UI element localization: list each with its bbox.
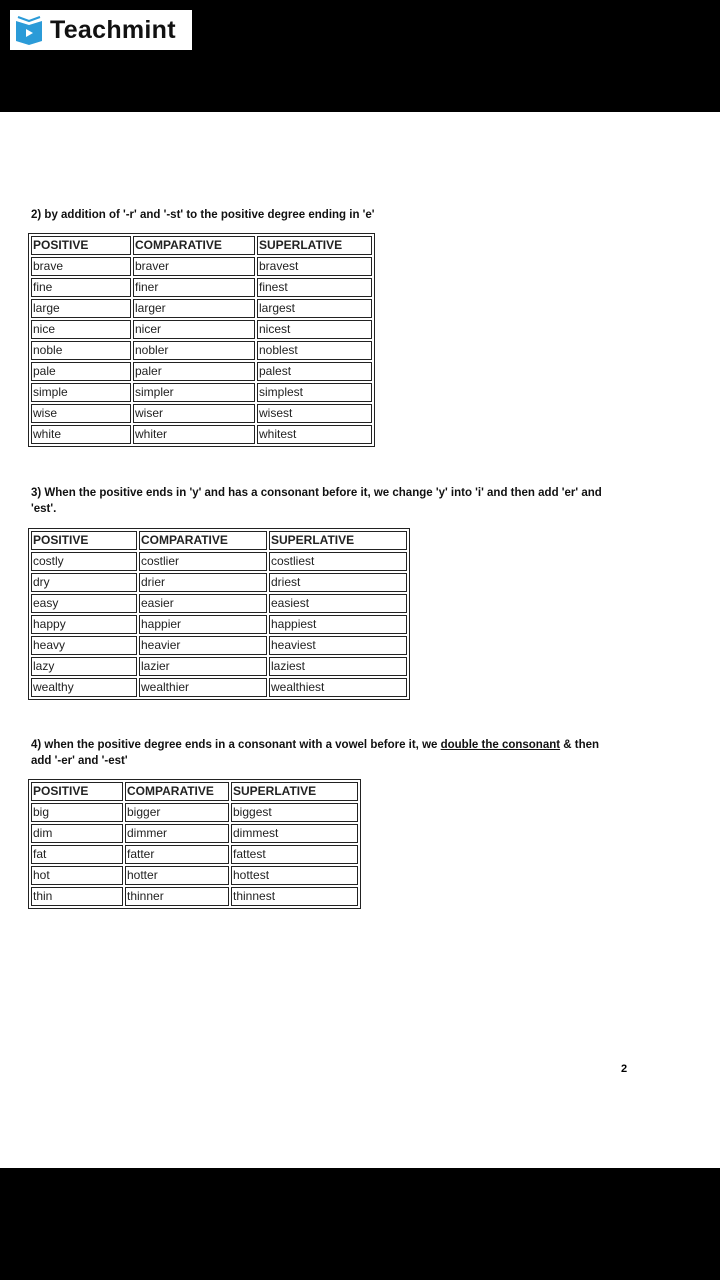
table-row bbox=[31, 383, 372, 402]
heading-underlined-text: double the consonant bbox=[440, 739, 561, 751]
table-cell: nicer bbox=[133, 320, 255, 339]
table-cell: fattest bbox=[231, 845, 358, 864]
table-cell: finer bbox=[133, 278, 255, 297]
table-row bbox=[31, 636, 407, 655]
table-row bbox=[31, 573, 407, 592]
table-cell: happy bbox=[31, 615, 137, 634]
brand-name: Teachmint bbox=[50, 15, 176, 44]
table-cell: hottest bbox=[231, 866, 358, 885]
table-row bbox=[31, 362, 372, 381]
table-header-cell: POSITIVE bbox=[31, 782, 123, 801]
table-cell: wiser bbox=[133, 404, 255, 423]
table-row bbox=[31, 278, 372, 297]
table-cell: wealthier bbox=[139, 678, 267, 697]
table-cell: easier bbox=[139, 594, 267, 613]
table-cell: laziest bbox=[269, 657, 407, 676]
table-header-cell: SUPERLATIVE bbox=[269, 531, 407, 550]
table-cell: wisest bbox=[257, 404, 372, 423]
table-cell: dry bbox=[31, 573, 137, 592]
table-cell: thin bbox=[31, 887, 123, 906]
table-cell: wealthy bbox=[31, 678, 137, 697]
table-cell: nobler bbox=[133, 341, 255, 360]
table-row bbox=[31, 824, 358, 843]
table-cell: big bbox=[31, 803, 123, 822]
table-cell: lazy bbox=[31, 657, 137, 676]
table-header-cell: POSITIVE bbox=[31, 236, 131, 255]
table-cell: costlier bbox=[139, 552, 267, 571]
table-header-cell: COMPARATIVE bbox=[133, 236, 255, 255]
section-2-heading: 2) by addition of '-r' and '-st' to the positive degree ending in 'e' bbox=[31, 209, 375, 221]
table-y-to-i bbox=[28, 528, 410, 700]
heading-text: 4) when the positive degree ends in a consonant with a vowel before it, we bbox=[31, 739, 441, 751]
table-cell: simplest bbox=[257, 383, 372, 402]
bottom-bar bbox=[0, 1168, 720, 1280]
section-4-heading bbox=[31, 737, 621, 769]
table-cell: fat bbox=[31, 845, 123, 864]
table-row bbox=[31, 615, 407, 634]
table-row bbox=[31, 845, 358, 864]
table-cell: costliest bbox=[269, 552, 407, 571]
table-cell: driest bbox=[269, 573, 407, 592]
table-cell: fine bbox=[31, 278, 131, 297]
table-cell: braver bbox=[133, 257, 255, 276]
table-cell: fatter bbox=[125, 845, 229, 864]
table-cell: finest bbox=[257, 278, 372, 297]
table-cell: thinnest bbox=[231, 887, 358, 906]
table-cell: thinner bbox=[125, 887, 229, 906]
table-cell: biggest bbox=[231, 803, 358, 822]
table-r-st bbox=[28, 233, 375, 447]
table-cell: drier bbox=[139, 573, 267, 592]
table-row bbox=[31, 866, 358, 885]
table-cell: paler bbox=[133, 362, 255, 381]
table-cell: heavy bbox=[31, 636, 137, 655]
book-play-icon bbox=[14, 15, 44, 45]
table-row bbox=[31, 425, 372, 444]
table-row bbox=[31, 299, 372, 318]
table-row bbox=[31, 320, 372, 339]
table-cell: dim bbox=[31, 824, 123, 843]
table-row bbox=[31, 257, 372, 276]
table-cell: costly bbox=[31, 552, 137, 571]
table-cell: largest bbox=[257, 299, 372, 318]
table-double-consonant bbox=[28, 779, 361, 909]
table-cell: large bbox=[31, 299, 131, 318]
table-header-cell: SUPERLATIVE bbox=[231, 782, 358, 801]
table-cell: heaviest bbox=[269, 636, 407, 655]
table-header-cell: COMPARATIVE bbox=[139, 531, 267, 550]
table-cell: whitest bbox=[257, 425, 372, 444]
table-header-row bbox=[31, 531, 407, 550]
table-cell: hot bbox=[31, 866, 123, 885]
table-row bbox=[31, 594, 407, 613]
page-number: 2 bbox=[621, 1063, 628, 1075]
table-header-row bbox=[31, 236, 372, 255]
table-cell: nice bbox=[31, 320, 131, 339]
table-cell: easy bbox=[31, 594, 137, 613]
table-header-row bbox=[31, 782, 358, 801]
table-row bbox=[31, 552, 407, 571]
table-cell: bravest bbox=[257, 257, 372, 276]
table-cell: heavier bbox=[139, 636, 267, 655]
table-cell: dimmest bbox=[231, 824, 358, 843]
table-header-cell: SUPERLATIVE bbox=[257, 236, 372, 255]
table-cell: nicest bbox=[257, 320, 372, 339]
table-row bbox=[31, 404, 372, 423]
table-cell: brave bbox=[31, 257, 131, 276]
teachmint-logo bbox=[10, 10, 192, 50]
table-cell: lazier bbox=[139, 657, 267, 676]
table-cell: wise bbox=[31, 404, 131, 423]
table-cell: simple bbox=[31, 383, 131, 402]
table-cell: noblest bbox=[257, 341, 372, 360]
table-row bbox=[31, 887, 358, 906]
section-3-heading: 3) When the positive ends in 'y' and has a consonant before it, we change 'y' into 'i' and then add 'er' and 'est'. bbox=[31, 487, 602, 515]
table-header-cell: POSITIVE bbox=[31, 531, 137, 550]
table-cell: larger bbox=[133, 299, 255, 318]
table-cell: happier bbox=[139, 615, 267, 634]
table-row bbox=[31, 803, 358, 822]
table-row bbox=[31, 657, 407, 676]
table-cell: happiest bbox=[269, 615, 407, 634]
table-row bbox=[31, 341, 372, 360]
table-cell: palest bbox=[257, 362, 372, 381]
table-header-cell: COMPARATIVE bbox=[125, 782, 229, 801]
table-cell: hotter bbox=[125, 866, 229, 885]
table-cell: white bbox=[31, 425, 131, 444]
table-row bbox=[31, 678, 407, 697]
top-bar bbox=[0, 0, 720, 112]
table-cell: wealthiest bbox=[269, 678, 407, 697]
table-cell: easiest bbox=[269, 594, 407, 613]
table-cell: simpler bbox=[133, 383, 255, 402]
heading-text: & then add '-er' and '-est' bbox=[31, 739, 600, 767]
table-cell: dimmer bbox=[125, 824, 229, 843]
table-cell: whiter bbox=[133, 425, 255, 444]
table-cell: pale bbox=[31, 362, 131, 381]
table-cell: noble bbox=[31, 341, 131, 360]
table-cell: bigger bbox=[125, 803, 229, 822]
